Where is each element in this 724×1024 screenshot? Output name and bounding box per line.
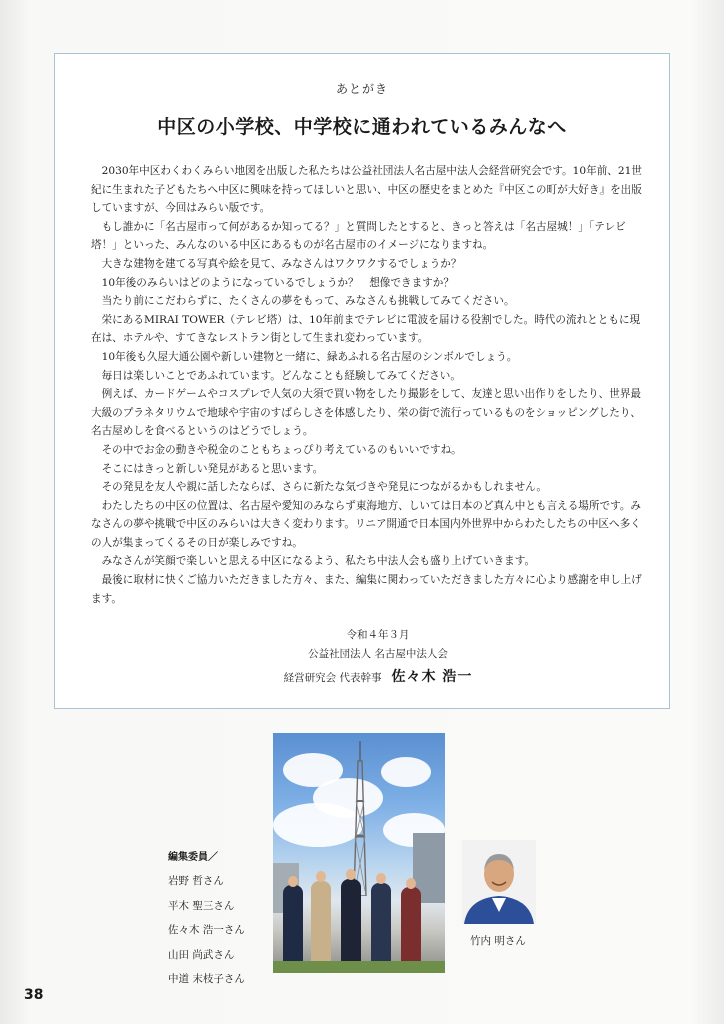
paragraph: 最後に取材に快くご協力いただきました方々、また、編集に関わっていただきました方々に心より感謝を申し上げます。 bbox=[91, 574, 642, 605]
editor-name: 山田 尚武さん bbox=[168, 948, 235, 961]
paragraph: 10年後も久屋大通公園や新しい建物と一緒に、緑あふれる名古屋のシンボルでしょう。 bbox=[101, 350, 518, 363]
editor-name: 中道 末枝子さん bbox=[168, 973, 245, 985]
signature-name: 佐々木 浩一 bbox=[391, 669, 473, 685]
paragraph: その発見を友人や親に話したならば、さらに新たな気づきや発見につながるかもしれません。 bbox=[101, 481, 547, 494]
page-title: 中区の小学校、中学校に通われているみんなへ bbox=[157, 116, 567, 138]
signature-org: 公益社団法人 名古屋中法人会 bbox=[308, 648, 448, 660]
paragraph: 栄にあるMIRAI TOWER（テレビ塔）は、10年前までテレビに電波を届ける役割でした。時代の流れとともに現在は、ホテルや、すてきなレストラン街として生まれ変わっています。 bbox=[91, 313, 641, 345]
signature-line bbox=[71, 666, 685, 686]
editor-name: 平木 聖三さん bbox=[168, 899, 235, 912]
paragraph: もし誰かに「名古屋市って何があるか知ってる？」と質問したとすると、きっと答えは「名古屋城！」「テレビ塔！」といった、みんなのいる中区にあるものが名古屋市のイメージになりますね。 bbox=[91, 220, 626, 252]
afterword-body bbox=[91, 162, 642, 608]
paragraph: 毎日は楽しいことであふれています。どんなことも経験してみてください。 bbox=[101, 369, 461, 382]
editor-name: 岩野 哲さん bbox=[168, 875, 224, 887]
editors-list bbox=[168, 848, 245, 992]
signature-date: 令和４年３月 bbox=[346, 629, 410, 641]
paragraph: その中でお金の動きや税金のこともちょっぴり考えているのもいいですね。 bbox=[101, 443, 462, 456]
page-number: 38 bbox=[24, 987, 44, 1003]
paragraph: 当たり前にこだわらずに、たくさんの夢をもって、みなさんも挑戦してみてください。 bbox=[101, 295, 515, 308]
editor-name: 佐々木 浩一さん bbox=[168, 924, 245, 936]
signature-role: 経営研究会 代表幹事 bbox=[283, 672, 382, 684]
paragraph: そこにはきっと新しい発見があると思います。 bbox=[101, 462, 324, 475]
paragraph: 大きな建物を建てる写真や絵を見て、みなさんはワクワクするでしょうか？ bbox=[101, 257, 462, 270]
editors-heading: 編集委員／ bbox=[168, 852, 218, 863]
afterword-frame bbox=[54, 53, 670, 709]
paragraph: 2030年中区わくわくみらい地図を出版した私たちは公益社団法人名古屋中法人会経営研究会です。10年前、21世紀に生まれた子どもたちへ中区に興味を持ってほしいと思い、中区の歴史をまとめた『中区この町が大好き』を出版していますが、今回はみらい版です。 bbox=[91, 165, 642, 215]
paragraph: 10年後のみらいはどのようになっているでしょうか？ 想像できますか？ bbox=[101, 276, 454, 289]
portrait-caption: 竹内 明さん bbox=[470, 935, 526, 947]
paragraph: わたしたちの中区の位置は、名古屋や愛知のみならず東海地方、しいては日本のど真ん中とも言える場所です。みなさんの夢や挑戦で中区のみらいは大きく変わります。リニア開通で日本国内外世界中からわたしたちの中区へ多くの人が集まってくるその日が楽しみですね。 bbox=[91, 499, 642, 549]
group-photo bbox=[273, 733, 445, 973]
section-kicker: あとがき bbox=[335, 82, 388, 96]
paragraph: みなさんが笑顔で楽しいと思える中区になるよう、私たち中法人会も盛り上げていきます。 bbox=[101, 555, 536, 568]
paragraph: 例えば、カードゲームやコスプレで人気の大須で買い物をしたり撮影をして、友達と思い出作りをしたり、世界最大級のプラネタリウムで地球や宇宙のすばらしさを体感したり、栄の街で流行っているものをショッピングしたり、名古屋めしを食べるというのはどうでしょう。 bbox=[91, 388, 642, 438]
portrait-photo bbox=[462, 840, 536, 924]
